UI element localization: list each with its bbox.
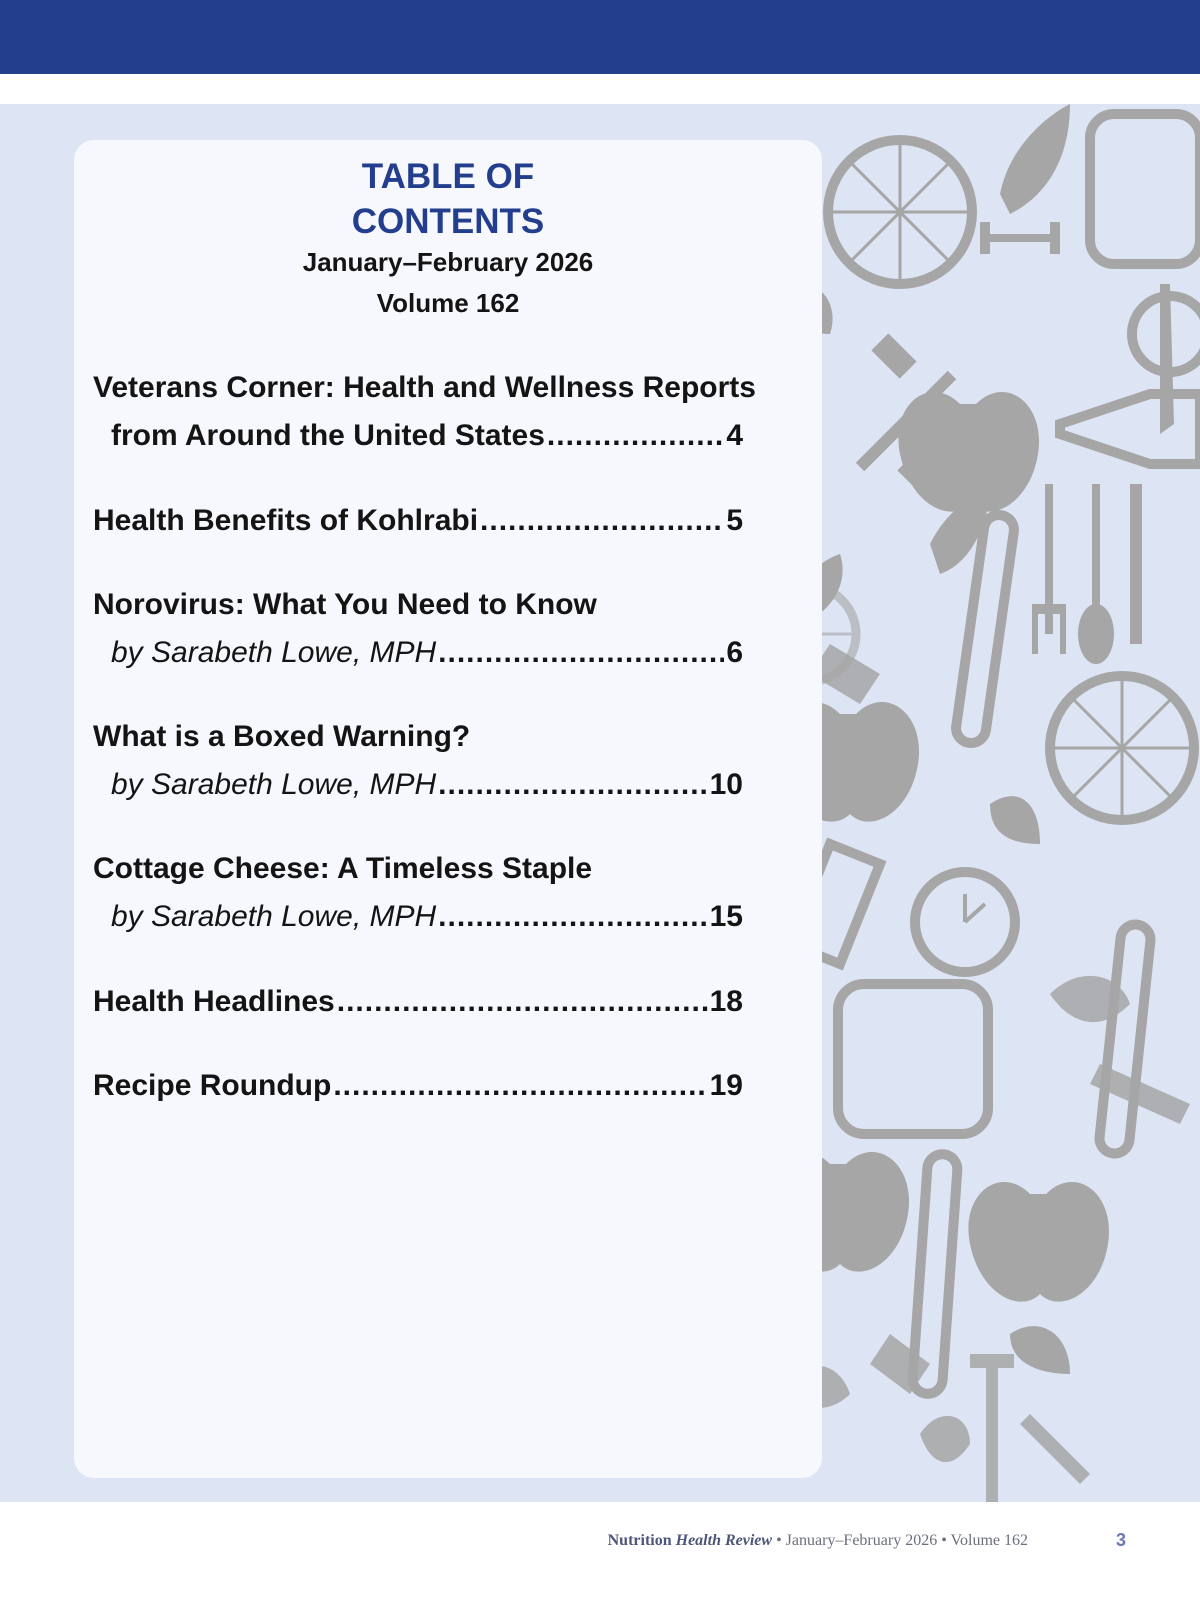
footer-credit: [608, 1532, 1028, 1550]
toc-entry[interactable]: [93, 364, 756, 460]
toc-entry[interactable]: [93, 713, 743, 809]
toc-entry[interactable]: [93, 581, 743, 677]
magazine-name-part2: Health Review: [675, 1532, 773, 1549]
toc-entry-page: 6: [726, 636, 743, 669]
food-fitness-pattern: [770, 104, 1200, 1502]
toc-entry[interactable]: [93, 497, 743, 545]
toc-entry-line: [93, 497, 743, 545]
dot-leader: [337, 978, 708, 1026]
toc-entry[interactable]: [93, 845, 743, 941]
toc-entry-page: 19: [709, 1069, 743, 1102]
toc-entry-title: Cottage Cheese: A Timeless Staple: [93, 852, 593, 885]
toc-card: [74, 140, 822, 1478]
spoon-icon: [1078, 484, 1114, 664]
top-banner: [0, 0, 1200, 74]
toc-entry-title: Norovirus: What You Need to Know: [93, 588, 597, 621]
toc-heading: [74, 154, 822, 244]
toc-entry-byline: by Sarabeth Lowe, MPH: [111, 768, 437, 801]
issue-date: January–February 2026: [302, 247, 594, 277]
toc-entry-line: [93, 978, 743, 1026]
toc-entry-title: Veterans Corner: Health and Wellness Reports: [93, 371, 756, 404]
magazine-name: [608, 1532, 772, 1549]
toc-entry-byline: by Sarabeth Lowe, MPH: [111, 900, 437, 933]
issue-volume: Volume 162: [376, 288, 520, 318]
toc-entry-page: 10: [709, 768, 743, 801]
orange-slice-icon: [828, 140, 972, 284]
page-footer: [0, 1522, 1200, 1562]
footer-issue: January–February 2026: [785, 1532, 938, 1549]
toc-entry-line: [93, 1062, 743, 1110]
toc-entry[interactable]: [93, 978, 743, 1026]
dot-leader: [438, 893, 707, 941]
toc-entry-page: 4: [726, 419, 743, 452]
footer-volume: Volume 162: [950, 1532, 1028, 1549]
issue-info: [74, 242, 822, 324]
toc-entry-continuation: from Around the United States: [111, 419, 545, 452]
dot-leader: [438, 761, 707, 809]
toc-entry-line: [93, 761, 743, 809]
toc-entry-line: [93, 412, 743, 460]
footer-separator: •: [776, 1532, 782, 1549]
page-number: 3: [1116, 1530, 1127, 1550]
toc-heading-line2: CONTENTS: [351, 202, 545, 241]
toc-entry-title: What is a Boxed Warning?: [93, 720, 471, 753]
toc-entry-page: 5: [726, 504, 743, 537]
toc-entry-title: Health Headlines: [93, 985, 335, 1018]
toc-entry-line: [93, 629, 743, 677]
footer-separator: •: [941, 1532, 947, 1549]
orange-slice-icon: [1050, 676, 1194, 820]
toc-heading-line1: TABLE OF: [361, 157, 535, 196]
toc-entry-title: Health Benefits of Kohlrabi: [93, 504, 479, 537]
fork-icon: [1032, 484, 1066, 654]
toc-entry-page: 18: [709, 985, 743, 1018]
toc-entry[interactable]: [93, 1062, 743, 1110]
dot-leader: [547, 412, 724, 460]
toc-entry-title: Recipe Roundup: [93, 1069, 332, 1102]
dot-leader: [438, 629, 724, 677]
magazine-name-part1: Nutrition: [607, 1532, 672, 1549]
dot-leader: [480, 497, 724, 545]
toc-entry-line: [93, 893, 743, 941]
toc-entry-page: 15: [709, 900, 743, 933]
dot-leader: [333, 1062, 707, 1110]
toc-entry-byline: by Sarabeth Lowe, MPH: [111, 636, 437, 669]
